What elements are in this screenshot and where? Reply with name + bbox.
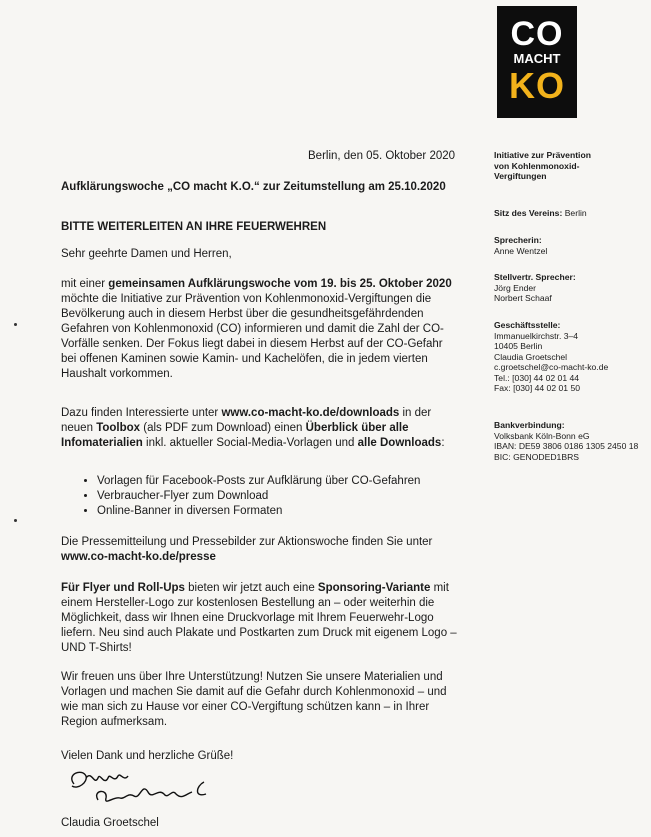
letter-date: Berlin, den 05. Oktober 2020 (308, 150, 456, 162)
bank-details: Bankverbindung: Volksbank Köln-Bonn eG IBAN: DE59 3806 0186 1305 2450 18 BIC: GENODED1BRS (494, 420, 639, 462)
spokesperson: Sprecherin: Anne Wentzel (494, 235, 548, 256)
press-link[interactable]: www.co-macht-ko.de/presse (61, 551, 216, 563)
punch-mark (14, 323, 17, 326)
logo-ko-text: KO (509, 65, 565, 106)
office-address: Geschäftsstelle: Immanuelkirchstr. 3–4 10405 Berlin Claudia Groetschel c.groetschel@co-macht-ko.de Tel.: [030] 44 02 01 44 Fax: [030] 44 02 01 50 (494, 320, 650, 394)
punch-mark (14, 519, 17, 522)
org-title: Initiative zur Prävention von Kohlenmonoxid- Vergiftungen (494, 150, 591, 181)
association-seat: Sitz des Vereins: Berlin (494, 208, 587, 218)
paragraph-sponsoring: Für Flyer und Roll-Ups bieten wir jetzt auch eine Sponsoring-Variante mit einem Hersteller-Logo zur kostenlosen Bestellung an – oder weiterhin die Möglichkeit, dass wir Ihnen eine Druckvorlage mit Ihrem Feuerwehr-Logo liefern. Neu sind auch Plakate und Postkarten zum Druck mit eigenem Logo – UND T-Shirts! (61, 582, 457, 654)
handwritten-signature (64, 764, 224, 812)
paragraph-downloads: Dazu finden Interessierte unter www.co-macht-ko.de/downloads in der neuen Toolbox (als PDF zum Download) einen Überblick über alle Infomaterialien inkl. aktueller Social-Media-Vorlagen und alle Downloads: (61, 407, 445, 449)
logo-co-text: CO (510, 15, 564, 53)
salutation: Sehr geehrte Damen und Herren, (61, 248, 232, 260)
logo-macht-text: MACHT (513, 51, 561, 66)
co-macht-ko-logo (497, 6, 577, 118)
paragraph-press: Die Pressemitteilung und Pressebilder zur Aktionswoche finden Sie unter www.co-macht-ko.de/presse (61, 536, 433, 563)
downloads-link[interactable]: www.co-macht-ko.de/downloads (221, 407, 400, 419)
closing-line: Vielen Dank und herzliche Grüße! (61, 750, 234, 762)
list-item: • Verbraucher-Flyer zum Download (97, 489, 477, 504)
list-item: • Online-Banner in diversen Formaten (97, 504, 477, 519)
paragraph-intro: mit einer gemeinsamen Aufklärungswoche vom 19. bis 25. Oktober 2020 möchte die Initiative zur Prävention von Kohlenmonoxid-Vergiftungen die Bevölkerung auch in diesem Herbst über die gesundheitsgefährdenden Gefahren von Kohlenmonoxid (CO) informieren und damit die Zahl der CO-Vorfälle senken. Der Fokus liegt dabei in diesem Herbst auf der CO-Gefahr bei offenen Kaminen sowie Kamin- und Kachelöfen, die in jedem vierten Haushalt vorkommen. (61, 278, 452, 380)
forward-notice: BITTE WEITERLEITEN AN IHRE FEUERWEHREN (61, 221, 327, 233)
list-item: • Vorlagen für Facebook-Posts zur Aufklärung über CO-Gefahren (97, 474, 477, 489)
deputy-spokesperson: Stellvertr. Sprecher: Jörg Ender Norbert Schaaf (494, 272, 576, 303)
signatory-name: Claudia Groetschel (61, 817, 159, 829)
letter-subject: Aufklärungswoche „CO macht K.O.“ zur Zeitumstellung am 25.10.2020 (61, 181, 446, 193)
download-list (61, 474, 477, 519)
paragraph-thanks: Wir freuen uns über Ihre Unterstützung! Nutzen Sie unsere Materialien und Vorlagen und machen Sie damit auf die Gefahr durch Kohlenmonoxid – und wie man sich zu Hause vor einer CO-Vergiftung schützen kann – in Ihrer Region aufmerksam. (61, 671, 447, 728)
email-link[interactable]: c.groetschel@co-macht-ko.de (494, 362, 609, 372)
